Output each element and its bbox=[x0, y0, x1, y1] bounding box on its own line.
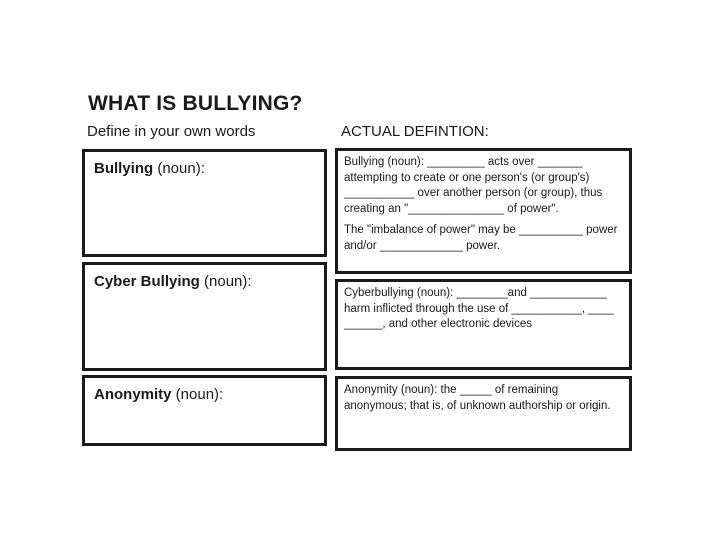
bullying-definition: Bullying (noun): _________ acts over _______ attempting to create or one person's (or group's) ___________ over another person (or group), thus creating an "_______________ of power". bbox=[344, 156, 603, 215]
anonymity-definition: Anonymity (noun): the _____ of remaining anonymous; that is, of unknown authorship or origin. bbox=[344, 384, 611, 412]
page-title: WHAT IS BULLYING? bbox=[88, 92, 303, 115]
term-label bbox=[94, 386, 223, 403]
term-pos: (noun): bbox=[153, 160, 205, 177]
definition-text bbox=[344, 383, 621, 414]
term-pos: (noun): bbox=[199, 273, 252, 290]
imbalance-note: The "imbalance of power" may be __________ power and/or _____________ power. bbox=[344, 224, 618, 252]
bullying-own-words-box[interactable] bbox=[82, 149, 327, 257]
term-label bbox=[94, 273, 252, 290]
term-label bbox=[94, 160, 205, 177]
cyberbullying-definition: Cyberbullying (noun): ________and ____________ harm inflicted through the use of ___________, ____ ______, and other electronic devices bbox=[344, 287, 614, 330]
right-column-heading: ACTUAL DEFINTION: bbox=[341, 123, 489, 140]
cyber-bullying-own-words-box[interactable] bbox=[82, 262, 327, 371]
bullying-definition-box bbox=[335, 148, 632, 274]
term-pos: (noun): bbox=[171, 386, 224, 403]
term-name: Bullying bbox=[94, 160, 154, 177]
term-name: Cyber Bullying bbox=[94, 273, 200, 290]
anonymity-own-words-box[interactable] bbox=[82, 375, 327, 446]
left-column-heading: Define in your own words bbox=[87, 123, 256, 140]
term-name: Anonymity bbox=[94, 386, 172, 403]
definition-text bbox=[344, 155, 621, 254]
anonymity-definition-box bbox=[335, 376, 632, 451]
cyberbullying-definition-box bbox=[335, 279, 632, 370]
definition-text bbox=[344, 286, 621, 333]
